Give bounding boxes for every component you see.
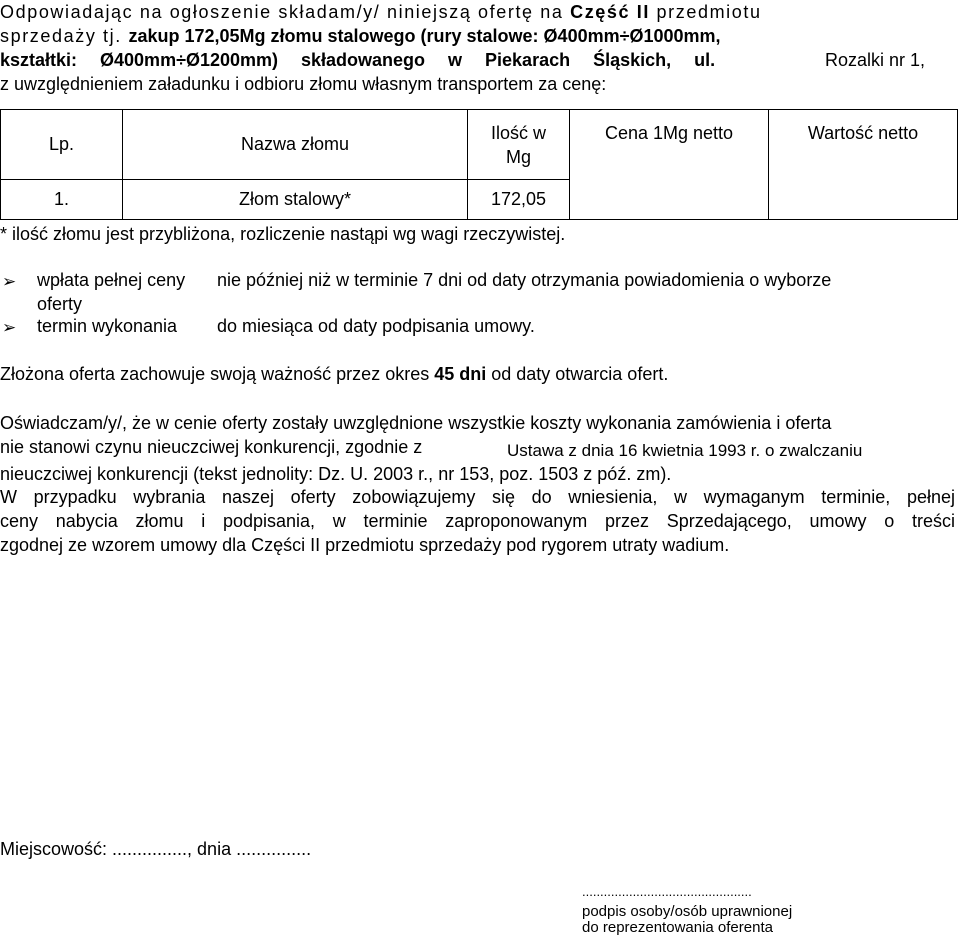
header-qty: Ilość w Mg [468, 110, 570, 180]
header-name: Nazwa złomu [123, 110, 468, 180]
bullet-1-label: wpłata pełnej ceny [37, 270, 186, 290]
part-bold: Część II [570, 2, 650, 22]
bullet-1-text: nie później niż w terminie 7 dni od daty otrzymania powiadomienia o wyborze [217, 270, 832, 290]
header-lp: Lp. [1, 110, 123, 180]
intro-line-1 [0, 2, 955, 23]
declaration-line-4: W przypadku wybrania naszej oferty zobowiązujemy się do wniesienia, w wymaganym terminie, pełnej [0, 487, 955, 507]
intro-line-3: kształtki: Ø400mm÷Ø1200mm) składowanego w Piekarach Śląskich, ul. [0, 50, 716, 70]
table-header-row [1, 110, 958, 180]
intro-line-1-text: Odpowiadając na ogłoszenie składam/y/ niniejszą ofertę na Część II przedmiotu [0, 2, 762, 22]
signature-dots: ............................................... [582, 884, 752, 899]
intro-line-4: z uwzględnieniem załadunku i odbioru złomu własnym transportem za cenę: [0, 74, 607, 94]
bullet-1-cont: oferty [37, 294, 83, 314]
signature-label-2: do reprezentowania oferenta [582, 919, 773, 936]
bullet-2-label: termin wykonania [37, 316, 178, 336]
offer-table [0, 109, 958, 220]
purchase-bold: zakup 172,05Mg złomu stalowego (rury stalowe: Ø400mm÷Ø1000mm, [128, 26, 721, 46]
place-date-field: Miejscowość: ..............., dnia ............... [0, 839, 312, 859]
cell-lp: 1. [1, 180, 123, 220]
cell-qty: 172,05 [468, 180, 570, 220]
arrow-bullet-icon: ➢ [2, 272, 17, 291]
validity-sentence: Złożona oferta zachowuje swoją ważność przez okres 45 dni od daty otwarcia ofert. [0, 364, 669, 384]
header-value: Wartość netto [769, 110, 958, 220]
declaration-line-2a: nie stanowi czynu nieuczciwej konkurencji, zgodnie z [0, 437, 423, 457]
bullet-2-text: do miesiąca od daty podpisania umowy. [217, 316, 535, 336]
declaration-line-6: zgodnej ze wzorem umowy dla Części II przedmiotu sprzedaży pod rygorem utraty wadium. [0, 535, 730, 555]
footnote: * ilość złomu jest przybliżona, rozliczenie nastąpi wg wagi rzeczywistej. [0, 224, 566, 244]
intro-line-3-tail: Rozalki nr 1, [825, 50, 926, 70]
signature-label-1: podpis osoby/osób uprawnionej [582, 903, 793, 920]
intro-line-2: sprzedaży tj. zakup 172,05Mg złomu stalowego (rury stalowe: Ø400mm÷Ø1000mm, [0, 26, 721, 46]
declaration-line-1: Oświadczam/y/, że w cenie oferty zostały uwzględnione wszystkie koszty wykonania zamówienia i oferta [0, 413, 832, 433]
cell-name: Złom stalowy* [123, 180, 468, 220]
declaration-line-5: ceny nabycia złomu i podpisania, w terminie zaproponowanym przez Sprzedającego, umowy o treści [0, 511, 955, 531]
declaration-line-3: nieuczciwej konkurencji (tekst jednolity: Dz. U. 2003 r., nr 153, poz. 1503 z póź. zm). [0, 464, 672, 484]
arrow-bullet-icon: ➢ [2, 318, 17, 337]
declaration-line-2b: Ustawa z dnia 16 kwietnia 1993 r. o zwalczaniu [507, 441, 863, 460]
header-price: Cena 1Mg netto [570, 110, 769, 220]
